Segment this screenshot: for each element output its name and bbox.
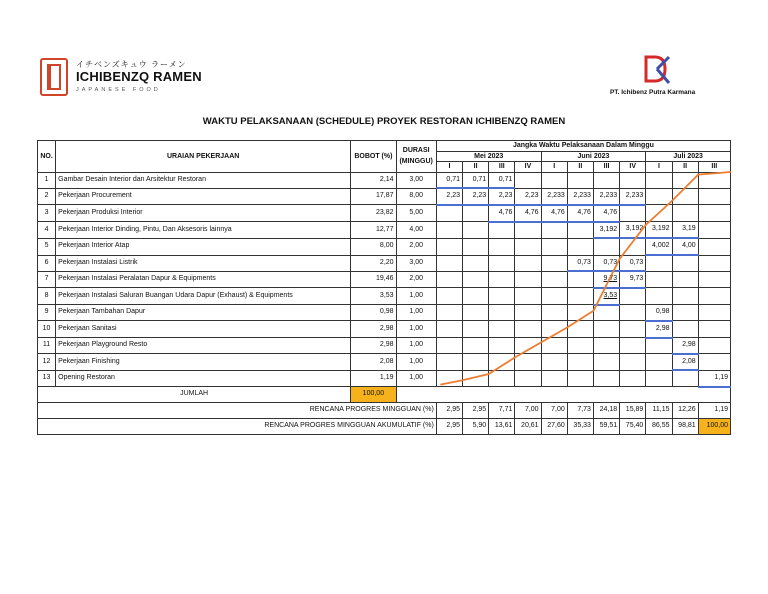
- schedule-empty-cell: [489, 222, 515, 239]
- schedule-empty-cell: [515, 305, 541, 321]
- schedule-empty-cell: [698, 172, 730, 188]
- schedule-empty-cell: [567, 354, 593, 371]
- table-row: [38, 321, 731, 338]
- schedule-empty-cell: [567, 338, 593, 354]
- schedule-empty-cell: [593, 321, 619, 338]
- row-number: 7: [38, 271, 56, 288]
- schedule-empty-cell: [620, 338, 646, 354]
- cumulative-progress-row: [38, 419, 731, 435]
- schedule-empty-cell: [567, 305, 593, 321]
- row-bobot: 2,14: [351, 172, 396, 188]
- row-number: 3: [38, 205, 56, 222]
- schedule-empty-cell: [646, 288, 672, 305]
- row-number: 4: [38, 222, 56, 239]
- header-bobot: BOBOT (%): [351, 141, 396, 173]
- header-week: III: [593, 162, 619, 173]
- header-uraian: URAIAN PEKERJAAN: [56, 141, 351, 173]
- ichibenzq-logo: [40, 58, 220, 100]
- jumlah-value: 100,00: [351, 387, 396, 403]
- row-number: 6: [38, 255, 56, 271]
- schedule-bar-cell: 0,98: [646, 305, 672, 321]
- row-durasi: 3,00: [396, 172, 436, 188]
- row-number: 12: [38, 354, 56, 371]
- row-durasi: 8,00: [396, 188, 436, 205]
- schedule-bar-cell: 4,76: [489, 205, 515, 222]
- cumulative-progress-row-value: 75,40: [620, 419, 646, 435]
- table-row: [38, 288, 731, 305]
- header-week: I: [541, 162, 567, 173]
- schedule-empty-cell: [698, 338, 730, 354]
- schedule-empty-cell: [620, 321, 646, 338]
- company-mark-icon: [643, 55, 673, 85]
- row-number: 5: [38, 238, 56, 255]
- cumulative-progress-row-value: 5,90: [463, 419, 489, 435]
- table-row: [38, 188, 731, 205]
- schedule-empty-cell: [646, 172, 672, 188]
- row-bobot: 1,19: [351, 370, 396, 386]
- cumulative-progress-row-value: 100,00: [698, 419, 730, 435]
- schedule-bar-cell: 0,71: [489, 172, 515, 188]
- schedule-bar-cell: 3,53: [593, 288, 619, 305]
- header-week: II: [463, 162, 489, 173]
- schedule-empty-cell: [463, 255, 489, 271]
- schedule-empty-cell: [489, 271, 515, 288]
- schedule-bar-cell: 2,233: [593, 188, 619, 205]
- schedule-empty-cell: [515, 354, 541, 371]
- header-week: III: [489, 162, 515, 173]
- schedule-bar-cell: 3,192: [620, 222, 646, 239]
- schedule-bar-cell: 3,192: [593, 222, 619, 239]
- schedule-empty-cell: [698, 288, 730, 305]
- row-bobot: 23,82: [351, 205, 396, 222]
- schedule-empty-cell: [620, 238, 646, 255]
- schedule-empty-cell: [620, 370, 646, 386]
- schedule-empty-cell: [646, 188, 672, 205]
- schedule-empty-cell: [489, 238, 515, 255]
- weekly-progress-row-value: 1,19: [698, 403, 730, 419]
- schedule-empty-cell: [620, 205, 646, 222]
- schedule-empty-cell: [489, 354, 515, 371]
- schedule-bar-cell: 2,23: [463, 188, 489, 205]
- row-task-name: Pekerjaan Instalasi Saluran Buangan Udara Dapur (Exhaust) & Equipments: [56, 288, 351, 305]
- row-durasi: 1,00: [396, 305, 436, 321]
- cumulative-progress-row-value: 27,60: [541, 419, 567, 435]
- schedule-empty-cell: [515, 222, 541, 239]
- cumulative-progress-row-value: 98,81: [672, 419, 698, 435]
- schedule-empty-cell: [463, 305, 489, 321]
- schedule-bar-cell: 0,73: [620, 255, 646, 271]
- schedule-empty-cell: [593, 354, 619, 371]
- row-bobot: 2,08: [351, 354, 396, 371]
- schedule-empty-cell: [489, 321, 515, 338]
- row-bobot: 2,98: [351, 338, 396, 354]
- row-number: 9: [38, 305, 56, 321]
- weekly-progress-row-value: 7,73: [567, 403, 593, 419]
- schedule-bar-cell: 2,23: [436, 188, 462, 205]
- schedule-empty-cell: [646, 370, 672, 386]
- weekly-progress-row-value: 2,95: [436, 403, 462, 419]
- logo-japanese-text: イチベンズキュウ ラーメン: [76, 60, 187, 69]
- schedule-bar-cell: 2,233: [620, 188, 646, 205]
- schedule-empty-cell: [672, 321, 698, 338]
- weekly-progress-row-value: 7,00: [541, 403, 567, 419]
- header-week: IV: [515, 162, 541, 173]
- weekly-progress-row-value: 7,00: [515, 403, 541, 419]
- schedule-empty-cell: [515, 271, 541, 288]
- row-bobot: 0,98: [351, 305, 396, 321]
- schedule-empty-cell: [620, 354, 646, 371]
- header-week: I: [646, 162, 672, 173]
- schedule-empty-cell: [646, 205, 672, 222]
- schedule-empty-cell: [541, 321, 567, 338]
- logo-subtitle: JAPANESE FOOD: [76, 87, 161, 93]
- schedule-empty-cell: [436, 305, 462, 321]
- cumulative-progress-row-value: 2,95: [436, 419, 462, 435]
- schedule-bar-cell: 4,76: [593, 205, 619, 222]
- schedule-empty-cell: [436, 288, 462, 305]
- row-number: 1: [38, 172, 56, 188]
- schedule-empty-cell: [567, 370, 593, 386]
- header-durasi: [396, 141, 436, 173]
- weekly-progress-row-value: 15,89: [620, 403, 646, 419]
- weekly-progress-row-value: 7,71: [489, 403, 515, 419]
- schedule-empty-cell: [541, 305, 567, 321]
- schedule-empty-cell: [436, 370, 462, 386]
- row-durasi: 1,00: [396, 288, 436, 305]
- schedule-empty-cell: [515, 321, 541, 338]
- schedule-bar-cell: 1,19: [698, 370, 730, 386]
- schedule-bar-cell: 0,73: [567, 255, 593, 271]
- schedule-empty-cell: [698, 354, 730, 371]
- weekly-progress-row-value: 12,26: [672, 403, 698, 419]
- row-task-name: Pekerjaan Procurement: [56, 188, 351, 205]
- schedule-bar-cell: 4,76: [515, 205, 541, 222]
- table-row: [38, 338, 731, 354]
- schedule-empty-cell: [436, 271, 462, 288]
- schedule-bar-cell: 3,192: [646, 222, 672, 239]
- row-number: 13: [38, 370, 56, 386]
- row-durasi: 1,00: [396, 354, 436, 371]
- schedule-empty-cell: [436, 205, 462, 222]
- row-task-name: Gambar Desain Interior dan Arsitektur Restoran: [56, 172, 351, 188]
- row-number: 2: [38, 188, 56, 205]
- table-row: [38, 222, 731, 239]
- row-number: 10: [38, 321, 56, 338]
- row-bobot: 2,98: [351, 321, 396, 338]
- schedule-empty-cell: [567, 288, 593, 305]
- schedule-empty-cell: [515, 288, 541, 305]
- schedule-empty-cell: [489, 370, 515, 386]
- jumlah-label: JUMLAH: [38, 387, 351, 403]
- schedule-empty-cell: [698, 188, 730, 205]
- schedule-empty-cell: [593, 238, 619, 255]
- row-number: 8: [38, 288, 56, 305]
- row-task-name: Pekerjaan Tambahan Dapur: [56, 305, 351, 321]
- schedule-empty-cell: [436, 255, 462, 271]
- schedule-bar-cell: 2,23: [515, 188, 541, 205]
- schedule-empty-cell: [698, 305, 730, 321]
- row-bobot: 3,53: [351, 288, 396, 305]
- page-title: WAKTU PELAKSANAAN (SCHEDULE) PROYEK RESTORAN ICHIBENZQ RAMEN: [202, 116, 566, 127]
- row-bobot: 12,77: [351, 222, 396, 239]
- schedule-empty-cell: [463, 271, 489, 288]
- cumulative-progress-row-value: 86,55: [646, 419, 672, 435]
- schedule-empty-cell: [646, 338, 672, 354]
- schedule-empty-cell: [593, 370, 619, 386]
- row-task-name: Pekerjaan Instalasi Peralatan Dapur & Equipments: [56, 271, 351, 288]
- company-name: PT. Ichibenz Putra Karmana: [610, 89, 696, 96]
- schedule-bar-cell: 0,73: [593, 255, 619, 271]
- schedule-empty-cell: [593, 172, 619, 188]
- schedule-empty-cell: [698, 255, 730, 271]
- schedule-empty-cell: [489, 338, 515, 354]
- header-durasi-line2: (MINGGU): [399, 158, 433, 166]
- schedule-bar-cell: 2,233: [541, 188, 567, 205]
- schedule-bar-cell: 0,71: [436, 172, 462, 188]
- cumulative-progress-row-value: 59,51: [593, 419, 619, 435]
- row-durasi: 4,00: [396, 222, 436, 239]
- logo-mark-icon: [40, 58, 68, 96]
- row-number: 11: [38, 338, 56, 354]
- schedule-empty-cell: [463, 205, 489, 222]
- cumulative-progress-row-value: 35,33: [567, 419, 593, 435]
- schedule-empty-cell: [436, 321, 462, 338]
- row-task-name: Pekerjaan Instalasi Listrik: [56, 255, 351, 271]
- schedule-empty-cell: [436, 338, 462, 354]
- schedule-empty-cell: [436, 354, 462, 371]
- schedule-empty-cell: [515, 370, 541, 386]
- row-durasi: 1,00: [396, 370, 436, 386]
- schedule-empty-cell: [672, 188, 698, 205]
- schedule-empty-cell: [567, 271, 593, 288]
- schedule-bar-cell: 2,98: [646, 321, 672, 338]
- schedule-empty-cell: [463, 354, 489, 371]
- schedule-empty-cell: [541, 238, 567, 255]
- schedule-empty-cell: [646, 255, 672, 271]
- header-month-juni: Juni 2023: [541, 151, 646, 162]
- row-task-name: Opening Restoran: [56, 370, 351, 386]
- schedule-empty-cell: [672, 205, 698, 222]
- schedule-empty-cell: [672, 172, 698, 188]
- schedule-empty-cell: [541, 271, 567, 288]
- row-bobot: 2,20: [351, 255, 396, 271]
- schedule-empty-cell: [463, 338, 489, 354]
- schedule-empty-cell: [436, 222, 462, 239]
- row-durasi: 2,00: [396, 238, 436, 255]
- schedule-empty-cell: [672, 288, 698, 305]
- schedule-empty-cell: [489, 288, 515, 305]
- cumulative-progress-row-label: RENCANA PROGRES MINGGUAN AKUMULATIF (%): [38, 419, 437, 435]
- schedule-empty-cell: [541, 172, 567, 188]
- row-durasi: 3,00: [396, 255, 436, 271]
- schedule-empty-cell: [515, 338, 541, 354]
- table-row: [38, 172, 731, 188]
- table-row: [38, 205, 731, 222]
- weekly-progress-row-label: RENCANA PROGRES MINGGUAN (%): [38, 403, 437, 419]
- header-jangka: Jangka Waktu Pelaksanaan Dalam Minggu: [436, 141, 730, 152]
- weekly-progress-row-value: 2,95: [463, 403, 489, 419]
- schedule-bar-cell: 9,73: [593, 271, 619, 288]
- weekly-progress-row-value: 11,15: [646, 403, 672, 419]
- schedule-empty-cell: [515, 255, 541, 271]
- row-task-name: Pekerjaan Finishing: [56, 354, 351, 371]
- schedule-empty-cell: [672, 271, 698, 288]
- schedule-empty-cell: [620, 172, 646, 188]
- header-no: NO.: [38, 141, 56, 173]
- schedule-empty-cell: [541, 222, 567, 239]
- schedule-table: [37, 140, 731, 435]
- schedule-empty-cell: [567, 238, 593, 255]
- schedule-empty-cell: [541, 288, 567, 305]
- schedule-empty-cell: [698, 222, 730, 239]
- schedule-empty-cell: [698, 238, 730, 255]
- schedule-empty-cell: [436, 238, 462, 255]
- header-durasi-line1: DURASI: [402, 147, 430, 155]
- schedule-empty-cell: [672, 305, 698, 321]
- row-task-name: Pekerjaan Interior Atap: [56, 238, 351, 255]
- header-week: III: [698, 162, 730, 173]
- schedule-empty-cell: [541, 255, 567, 271]
- table-row: [38, 305, 731, 321]
- schedule-bar-cell: 4,76: [567, 205, 593, 222]
- schedule-empty-cell: [463, 238, 489, 255]
- row-task-name: Pekerjaan Sanitasi: [56, 321, 351, 338]
- header-week: II: [672, 162, 698, 173]
- schedule-empty-cell: [672, 370, 698, 386]
- schedule-bar-cell: 2,98: [672, 338, 698, 354]
- schedule-empty-cell: [620, 288, 646, 305]
- row-task-name: Pekerjaan Playground Resto: [56, 338, 351, 354]
- row-durasi: 2,00: [396, 271, 436, 288]
- schedule-empty-cell: [463, 321, 489, 338]
- schedule-empty-cell: [567, 222, 593, 239]
- schedule-empty-cell: [463, 288, 489, 305]
- schedule-empty-cell: [593, 305, 619, 321]
- jumlah-row: [38, 387, 731, 403]
- row-task-name: Pekerjaan Interior Dinding, Pintu, Dan Aksesoris lainnya: [56, 222, 351, 239]
- header-month-juli: Juli 2023: [646, 151, 731, 162]
- schedule-empty-cell: [698, 321, 730, 338]
- row-durasi: 1,00: [396, 321, 436, 338]
- table-row: [38, 238, 731, 255]
- row-durasi: 5,00: [396, 205, 436, 222]
- header-week: IV: [620, 162, 646, 173]
- schedule-empty-cell: [620, 305, 646, 321]
- table-row: [38, 354, 731, 371]
- schedule-empty-cell: [672, 255, 698, 271]
- jumlah-filler: [396, 387, 730, 403]
- table-row: [38, 271, 731, 288]
- schedule-empty-cell: [541, 354, 567, 371]
- row-bobot: 8,00: [351, 238, 396, 255]
- schedule-bar-cell: 4,76: [541, 205, 567, 222]
- schedule-bar-cell: 4,00: [672, 238, 698, 255]
- company-logo: [610, 55, 720, 100]
- schedule-empty-cell: [646, 271, 672, 288]
- schedule-empty-cell: [567, 321, 593, 338]
- schedule-bar-cell: 2,08: [672, 354, 698, 371]
- schedule-bar-cell: 3,19: [672, 222, 698, 239]
- row-task-name: Pekerjaan Produksi Interior: [56, 205, 351, 222]
- schedule-empty-cell: [515, 172, 541, 188]
- header-week: II: [567, 162, 593, 173]
- schedule-empty-cell: [646, 354, 672, 371]
- schedule-empty-cell: [541, 338, 567, 354]
- weekly-progress-row-value: 24,18: [593, 403, 619, 419]
- schedule-empty-cell: [489, 305, 515, 321]
- schedule-empty-cell: [463, 222, 489, 239]
- header-week: I: [436, 162, 462, 173]
- table-row: [38, 255, 731, 271]
- schedule-empty-cell: [515, 238, 541, 255]
- schedule-empty-cell: [541, 370, 567, 386]
- logo-brand-name: ICHIBENZQ RAMEN: [76, 69, 202, 84]
- schedule-empty-cell: [593, 338, 619, 354]
- schedule-bar-cell: 0,71: [463, 172, 489, 188]
- schedule-bar-cell: 9,73: [620, 271, 646, 288]
- cumulative-progress-row-value: 13,61: [489, 419, 515, 435]
- schedule-empty-cell: [567, 172, 593, 188]
- schedule-empty-cell: [698, 205, 730, 222]
- weekly-progress-row: [38, 403, 731, 419]
- cumulative-progress-row-value: 20,61: [515, 419, 541, 435]
- row-bobot: 19,46: [351, 271, 396, 288]
- table-row: [38, 370, 731, 386]
- row-durasi: 1,00: [396, 338, 436, 354]
- schedule-bar-cell: 2,23: [489, 188, 515, 205]
- schedule-empty-cell: [489, 255, 515, 271]
- schedule-bar-cell: 4,002: [646, 238, 672, 255]
- schedule-bar-cell: 2,233: [567, 188, 593, 205]
- schedule-empty-cell: [698, 271, 730, 288]
- schedule-empty-cell: [463, 370, 489, 386]
- row-bobot: 17,87: [351, 188, 396, 205]
- header-month-mei: Mei 2023: [436, 151, 541, 162]
